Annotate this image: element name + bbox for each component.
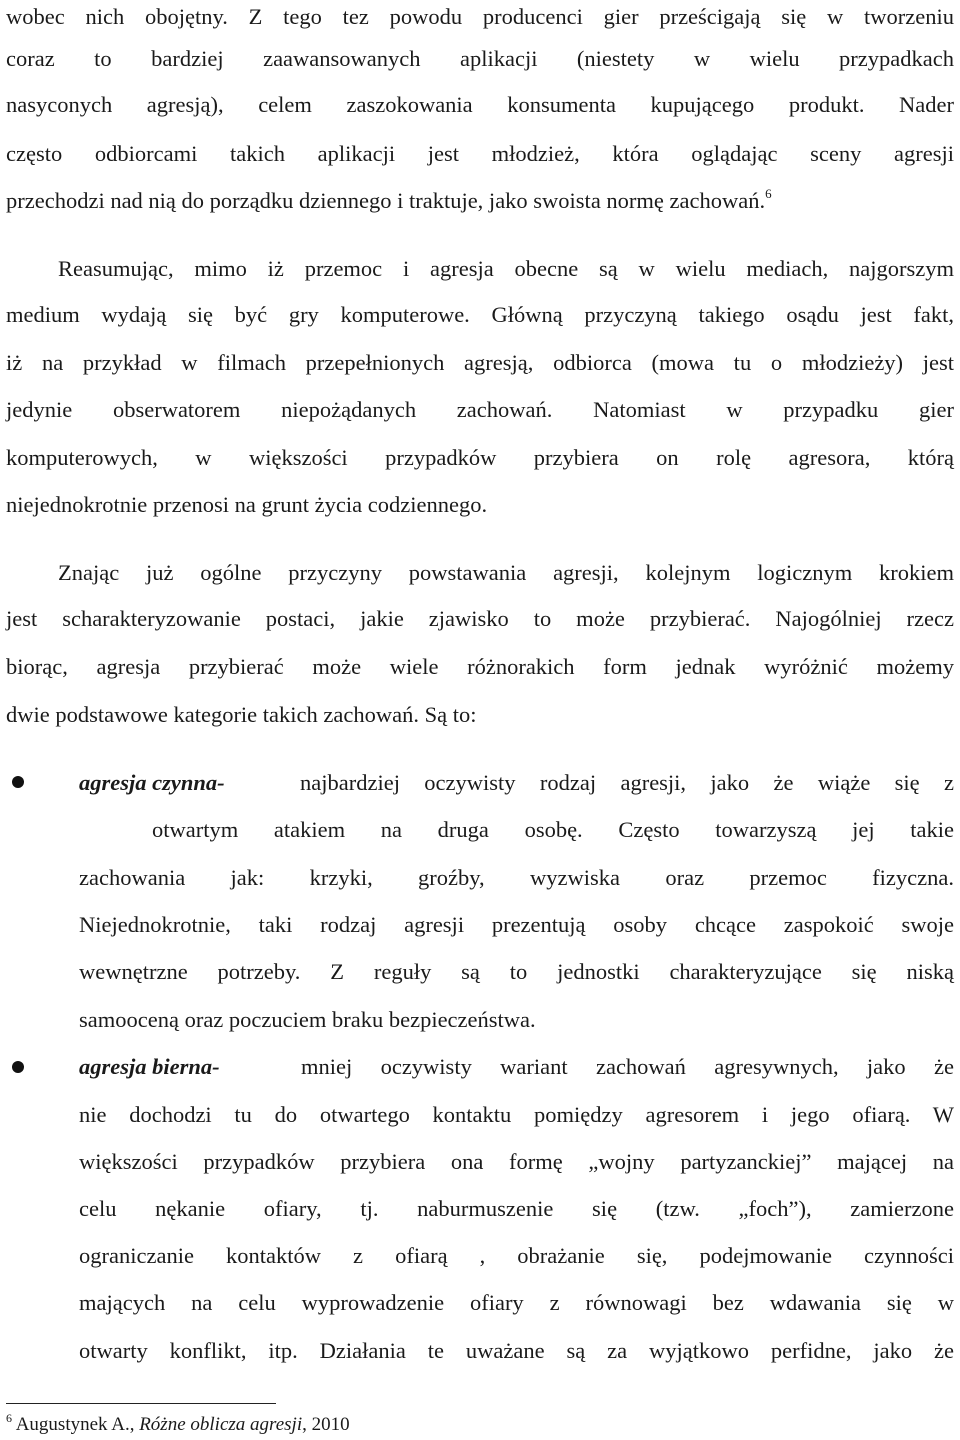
text-line: mających na celu wyprowadzenie ofiary z równowagi bez wdawania się w: [79, 1290, 954, 1315]
text-line: otwarty konflikt, itp. Działania te uważane są za wyjątkowo perfidne, jako że: [79, 1338, 954, 1363]
text-line: otwartym atakiem na druga osobę. Często towarzyszą jej takie: [152, 817, 954, 842]
text-line: ograniczanie kontaktów z ofiarą , obrażanie się, podejmowanie czynności: [79, 1243, 954, 1268]
text-line: Niejednokrotnie, taki rodzaj agresji prezentują osoby chcące zaspokoić swoje: [79, 912, 954, 937]
text-line: biorąc, agresja przybierać może wiele różnorakich form jednak wyróżnić możemy: [6, 654, 954, 679]
definition-line: mniej oczywisty wariant zachowań agresywnych, jako że: [301, 1054, 954, 1079]
footnote-year: , 2010: [302, 1414, 350, 1435]
text-line: iż na przykład w filmach przepełnionych agresją, odbiorca (mowa tu o młodzieży) jest: [6, 350, 954, 375]
footnote-author: Augustynek A.,: [15, 1414, 140, 1435]
text-line: [6, 186, 954, 216]
footnote: [6, 1413, 350, 1437]
bullet-icon: [12, 1061, 24, 1073]
text-span: przechodzi nad nią do porządku dziennego i traktuje, jako swoista normę zachowań.: [6, 188, 766, 213]
text-line: coraz to bardziej zaawansowanych aplikacji (niestety w wielu przypadkach: [6, 46, 954, 71]
text-line: wewnętrzne potrzeby. Z reguły są to jednostki charakteryzujące się niską: [79, 959, 954, 984]
text-line: celu nękanie ofiary, tj. naburmuszenie się (tzw. „foch”), zamierzone: [79, 1196, 954, 1221]
text-line: jest scharakteryzowanie postaci, jakie zjawisko to może przybierać. Najogólniej rzecz: [6, 606, 954, 631]
text-line: komputerowych, w większości przypadków przybiera on rolę agresora, którą: [6, 445, 954, 470]
text-line: nie dochodzi tu do otwartego kontaktu pomiędzy agresorem i jego ofiarą. W: [79, 1102, 954, 1127]
text-line: większości przypadków przybiera ona formę „wojny partyzanckiej” mającej na: [79, 1149, 954, 1174]
text-line: wobec nich obojętny. Z tego tez powodu producenci gier prześcigają się w tworzeniu: [6, 4, 954, 29]
text-line: Reasumując, mimo iż przemoc i agresja obecne są w wielu mediach, najgorszym: [58, 256, 954, 281]
term-label: agresja bierna-: [79, 1054, 220, 1079]
text-line: niejednokrotnie przenosi na grunt życia codziennego.: [6, 492, 488, 517]
text-line: dwie podstawowe kategorie takich zachowań. Są to:: [6, 702, 477, 727]
text-line: zachowania jak: krzyki, groźby, wyzwiska oraz przemoc fizyczna.: [79, 865, 954, 890]
text-line: samooceną oraz poczuciem braku bezpieczeństwa.: [79, 1007, 536, 1032]
text-line: nasyconych agresją), celem zaszokowania konsumenta kupującego produkt. Nader: [6, 92, 954, 117]
text-line: medium wydają się być gry komputerowe. Główną przyczyną takiego osądu jest fakt,: [6, 302, 954, 327]
term-label: agresja czynna-: [79, 770, 225, 795]
footnote-number: 6: [6, 1411, 12, 1425]
footnote-title: Różne oblicza agresji: [139, 1414, 303, 1435]
footnote-separator: [6, 1403, 276, 1404]
footnote-reference[interactable]: 6: [765, 186, 772, 201]
definition-line: najbardziej oczywisty rodzaj agresji, jako że wiąże się z: [300, 770, 954, 795]
text-line: często odbiorcami takich aplikacji jest młodzież, która oglądając sceny agresji: [6, 141, 954, 166]
bullet-icon: [12, 776, 24, 788]
text-line: jedynie obserwatorem niepożądanych zachowań. Natomiast w przypadku gier: [6, 397, 954, 422]
text-line: Znając już ogólne przyczyny powstawania agresji, kolejnym logicznym krokiem: [58, 560, 954, 585]
